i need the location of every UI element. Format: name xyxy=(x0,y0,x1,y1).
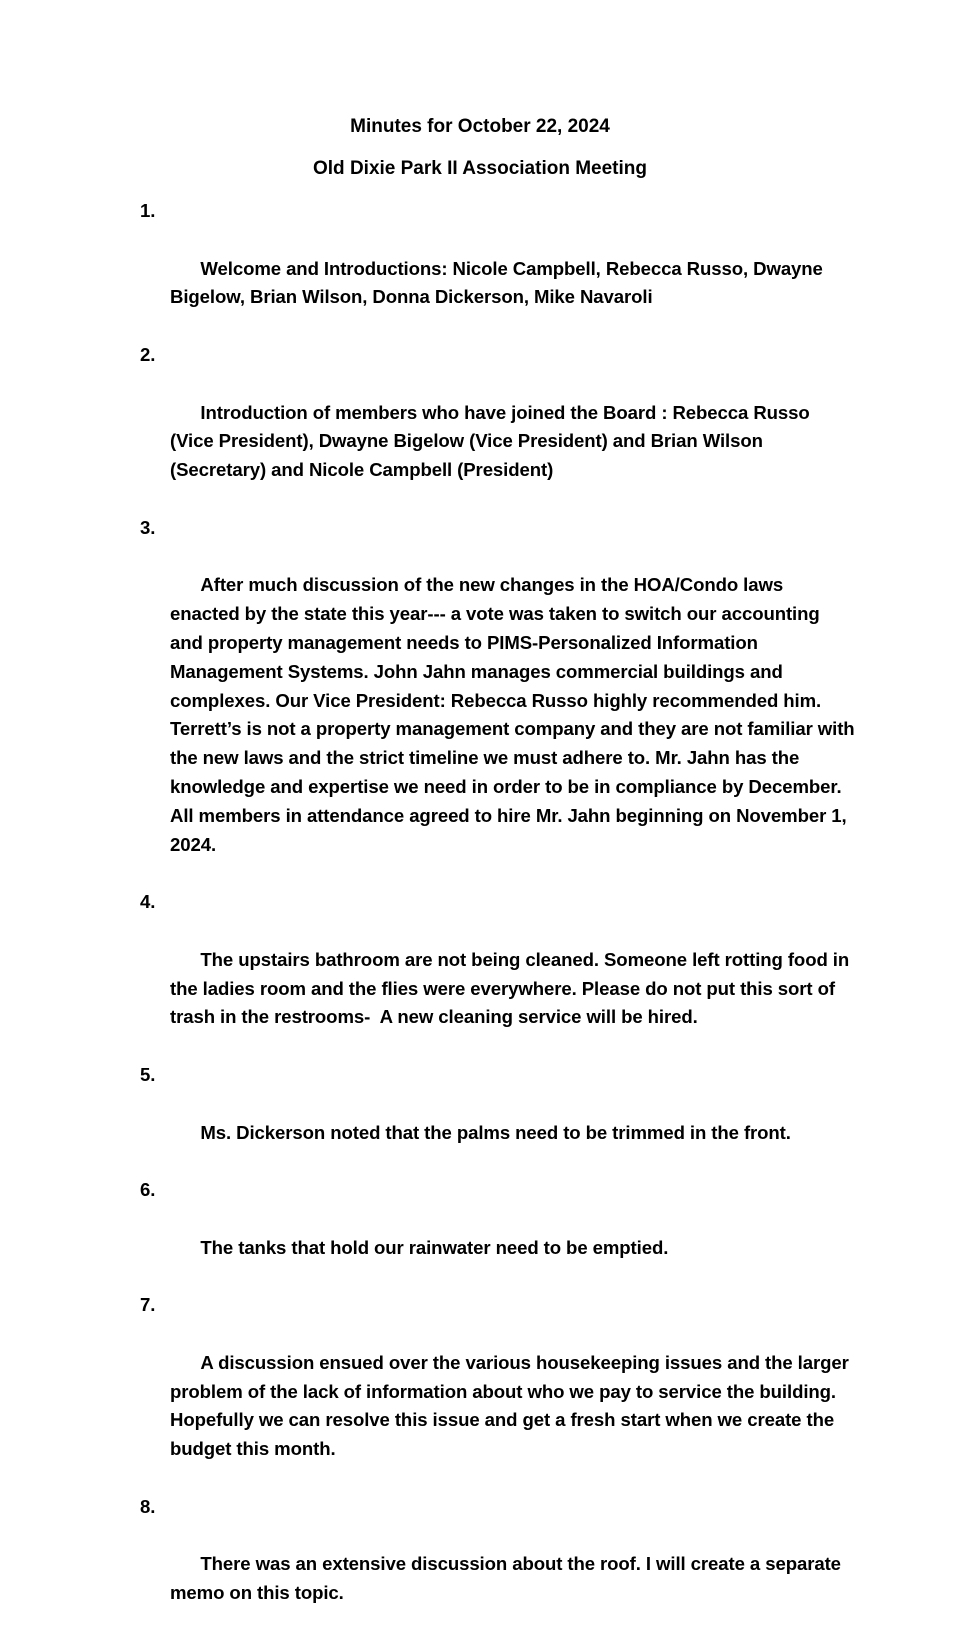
list-item-number: 3. xyxy=(140,516,156,538)
list-item-number: 7. xyxy=(140,1294,156,1316)
document-subtitle: Old Dixie Park II Association Meeting xyxy=(313,158,647,179)
list-item xyxy=(130,341,855,514)
list-item-text: A discussion ensued over the various housekeeping issues and the larger problem of the lack of information about who we pay to service the building. Hopefully we can resolve this issue and get a fresh start when we create the budget this month. xyxy=(170,1351,854,1460)
list-item-text: After much discussion of the new changes in the HOA/Condo laws enacted by the state this year--- a vote was taken to switch our accounting and property management needs to PIMS-Personalized Information Management Systems. John Jahn manages commercial buildings and complexes. Our Vice President: Rebecca Russo highly recommended him. Terrett’s is not a property management company and they are not familiar with the new laws and the strict timeline we must adhere to. Mr. Jahn has the knowledge and expertise we need in order to be in compliance by December. All members in attendance agreed to hire Mr. Jahn beginning on November 1, 2024. xyxy=(170,574,860,855)
list-item-number: 5. xyxy=(140,1063,156,1085)
list-item xyxy=(130,1291,855,1493)
list-item-text: The upstairs bathroom are not being cleaned. Someone left rotting food in the ladies room and the flies were everywhere. Please do not put this sort of trash in the restrooms- A new cleaning service will be hired. xyxy=(170,948,855,1028)
list-item-text: Welcome and Introductions: Nicole Campbell, Rebecca Russo, Dwayne Bigelow, Brian Wilson, Donna Dickerson, Mike Navaroli xyxy=(170,257,828,308)
list-item-number: 2. xyxy=(140,343,156,365)
document-title: Minutes for October 22, 2024 xyxy=(350,116,610,137)
minutes-list xyxy=(130,197,860,1637)
list-item xyxy=(130,1061,855,1176)
list-item-number: 8. xyxy=(140,1495,156,1517)
list-item xyxy=(130,1176,855,1291)
list-item xyxy=(130,888,855,1061)
list-item xyxy=(130,514,860,888)
list-item xyxy=(130,1493,855,1637)
list-item-text: There was an extensive discussion about the roof. I will create a separate memo on this topic. xyxy=(170,1553,846,1604)
list-item-text: The tanks that hold our rainwater need to be emptied. xyxy=(200,1236,669,1258)
list-item xyxy=(130,197,855,341)
list-item-number: 1. xyxy=(140,200,156,221)
list-item-number: 6. xyxy=(140,1179,156,1201)
list-item-text: Introduction of members who have joined the Board : Rebecca Russo (Vice President), Dwayne Bigelow (Vice President) and Brian Wilson (Secretary) and Nicole Campbell (President) xyxy=(170,401,815,481)
list-item-text: Ms. Dickerson noted that the palms need to be trimmed in the front. xyxy=(200,1121,791,1143)
list-item-number: 4. xyxy=(140,891,156,913)
